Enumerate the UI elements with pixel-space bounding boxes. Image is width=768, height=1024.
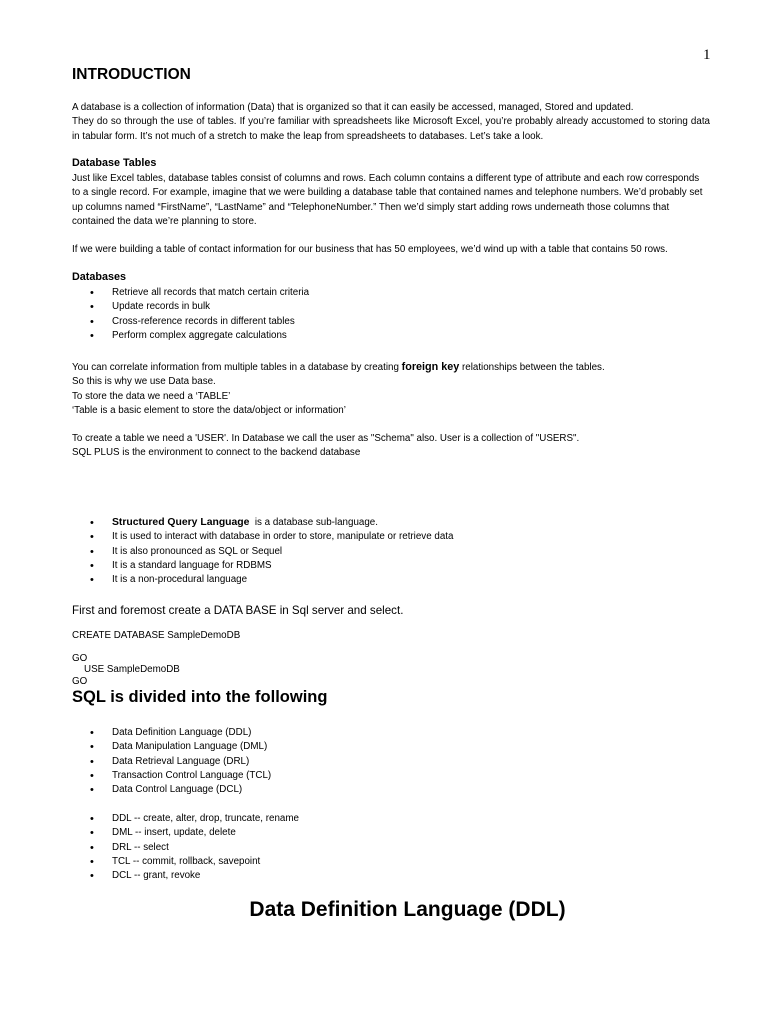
user-line-1: To create a table we need a 'USER'. In Database we call the user as "Schema" also. User is a collection of "USERS". — [72, 433, 580, 444]
database-tables-heading: Database Tables — [72, 157, 157, 169]
create-db-code: CREATE DATABASE SampleDemoDB — [72, 630, 241, 641]
create-db-instruction: First and foremost create a DATA BASE in Sql server and select. — [72, 604, 404, 617]
list-item: • Perform complex aggregate calculations — [72, 329, 692, 343]
sql-list — [72, 516, 692, 587]
list-item: • Structured Query Language is a database sub-language. — [72, 516, 692, 530]
list-item: • Transaction Control Language (TCL) — [72, 769, 692, 783]
user-line-2: SQL PLUS is the environment to connect to the backend database — [72, 447, 361, 459]
sql-commands-list — [72, 812, 692, 883]
list-item: • Data Manipulation Language (DML) — [72, 740, 692, 754]
list-item: • Retrieve all records that match certain criteria — [72, 286, 692, 300]
correlate-line-1: You can correlate information from multiple tables in a database by creating foreign key relationships between the tables. — [72, 361, 605, 373]
list-item: • Data Definition Language (DDL) — [72, 726, 692, 740]
foreign-key-term: foreign key — [401, 361, 460, 373]
list-item: • It is a non-procedural language — [72, 573, 692, 587]
databases-list — [72, 286, 692, 343]
user-paragraph — [72, 432, 710, 461]
list-item: • DDL -- create, alter, drop, truncate, rename — [72, 812, 692, 826]
intro-paragraph — [72, 101, 710, 144]
list-item: • DCL -- grant, revoke — [72, 869, 692, 883]
correlate-line-3: To store the data we need a ‘TABLE’ — [72, 390, 231, 402]
list-item: • DRL -- select — [72, 841, 692, 855]
correlate-paragraph — [72, 360, 710, 418]
list-item: • TCL -- commit, rollback, savepoint — [72, 855, 692, 869]
database-tables-paragraph: Just like Excel tables, database tables consist of columns and rows. Each column contains a different type of attribute and each row corresponds to a single record. For example, imagine that we were building a database table that contained names and telephone numbers. We’d probably set up columns named “FirstName”, “LastName” and “TelephoneNumber.” Then we’d simply start adding rows underneath those columns that contained the data we’re planning to store. — [72, 173, 703, 227]
list-item: • Data Control Language (DCL) — [72, 783, 692, 797]
correlate-line-4: ‘Table is a basic element to store the data/object or information’ — [72, 404, 346, 416]
use-db-code: GO USE SampleDemoDB GO — [72, 653, 180, 687]
introduction-heading: INTRODUCTION — [72, 66, 191, 83]
list-item: • It is also pronounced as SQL or Sequel — [72, 545, 692, 559]
list-item: • Data Retrieval Language (DRL) — [72, 755, 692, 769]
list-item: • DML -- insert, update, delete — [72, 826, 692, 840]
list-item: • It is used to interact with database in order to store, manipulate or retrieve data — [72, 530, 692, 544]
page-number: 1 — [703, 47, 711, 63]
sql-languages-list — [72, 726, 692, 797]
databases-heading: Databases — [72, 271, 127, 283]
list-item: • Update records in bulk — [72, 300, 692, 314]
correlate-line-2: So this is why we use Data base. — [72, 376, 216, 388]
list-item: • It is a standard language for RDBMS — [72, 559, 692, 573]
intro-line-rest: They do so through the use of tables. If you’re familiar with spreadsheets like Microsoft Excel, you’re probably already accustomed to storing data in tabular form. It’s not much of a stretch to make the leap from spreadsheets to databases. Let’s take a look. — [72, 116, 710, 142]
intro-line-1: A database is a collection of information (Data) that is organized so that it can easily be accessed, managed, Stored and updated. — [72, 102, 634, 113]
sql-divided-heading: SQL is divided into the following — [72, 688, 328, 706]
sql-term: Structured Query Language — [112, 517, 250, 528]
list-item: • Cross-reference records in different tables — [72, 315, 692, 329]
ddl-heading: Data Definition Language (DDL) — [249, 898, 566, 921]
contact-table-paragraph: If we were building a table of contact information for our business that has 50 employees, we’d wind up with a table that contains 50 rows. — [72, 244, 668, 255]
